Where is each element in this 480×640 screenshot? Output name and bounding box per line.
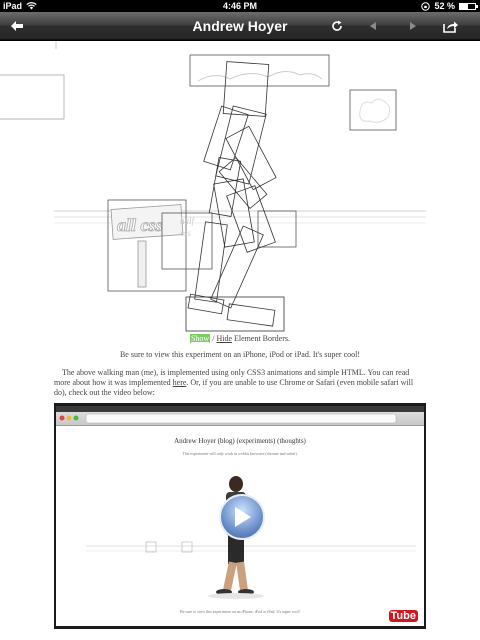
video-page-footer: Be sure to view this experiment on an iPhone, iPod or iPad. It's super cool! (179, 609, 301, 614)
implementation-link[interactable]: here (172, 378, 187, 387)
next-button[interactable] (402, 16, 424, 36)
share-button[interactable] (440, 16, 462, 36)
device-note: Be sure to view this experiment on an iPhone, iPod or iPad. It's super cool! (119, 350, 361, 359)
battery-icon (459, 3, 476, 10)
youtube-logo[interactable] (369, 610, 418, 622)
shin-box-2 (211, 226, 264, 308)
cloud-box (190, 55, 329, 86)
description-text-2: . Or, if you are unable to use Chrome or Safari (even mobile safari will do), check out the video below: (54, 378, 414, 397)
borders-toggle (0, 334, 480, 343)
reload-button[interactable] (326, 16, 348, 36)
hide-borders-link[interactable]: Hide (216, 334, 233, 343)
toggle-suffix: Element Borders. (234, 334, 290, 343)
description-text: The above walking man (me), is implemented using only CSS3 animations and simple HTML. You can read more about how it was implemented (54, 368, 410, 387)
web-content[interactable] (0, 41, 480, 640)
orientation-lock-icon (421, 2, 430, 11)
foot-box-2 (227, 304, 275, 326)
clock: 4:46 PM (222, 1, 257, 11)
play-icon (231, 505, 253, 529)
next-icon (408, 21, 418, 31)
head-box (223, 62, 269, 117)
device-label: iPad (3, 1, 23, 11)
billboard-back-text: half (180, 216, 195, 226)
prev-button[interactable] (362, 16, 384, 36)
page-title: Andrew Hoyer (192, 18, 288, 34)
offscreen-cloud-box (0, 75, 64, 119)
share-icon (443, 20, 459, 33)
show-borders-link[interactable]: Show (190, 334, 210, 343)
youtube-you: You (368, 610, 389, 622)
video-page-title: Andrew Hoyer (blog) (experiments) (thoughts) (174, 437, 306, 445)
nav-bar (0, 12, 480, 40)
prev-icon (368, 21, 378, 31)
status-bar (0, 0, 480, 12)
video-frame (56, 406, 424, 626)
reload-icon (331, 20, 343, 32)
battery-percent: 52 % (434, 1, 455, 11)
youtube-tube: Tube (390, 610, 416, 622)
billboard-text: all css (117, 215, 163, 235)
billboard-back-text-2: ess (180, 228, 191, 238)
walking-man-illustration (0, 41, 480, 341)
walking-man-stage (0, 41, 480, 341)
video-page-subtitle: This experiment will only work in webkit browsers (chrome and safari). (182, 451, 298, 456)
billboard-post (138, 241, 146, 287)
toggle-separator: / (212, 334, 215, 343)
walking-man (186, 62, 284, 331)
video-player[interactable] (54, 403, 426, 629)
play-button[interactable] (219, 494, 265, 540)
background-box (258, 211, 296, 247)
description-paragraph (54, 368, 426, 398)
